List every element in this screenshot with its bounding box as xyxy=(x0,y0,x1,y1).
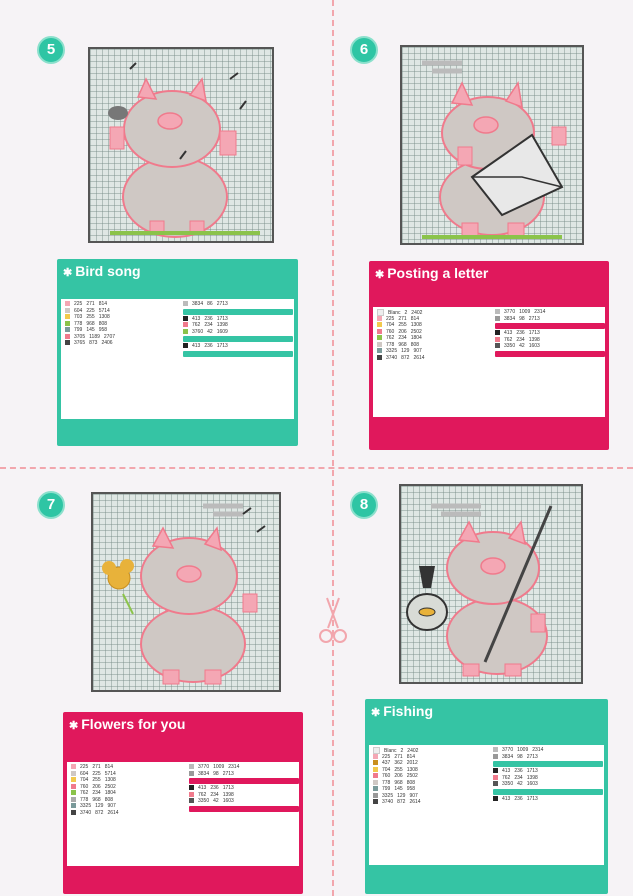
section-band xyxy=(493,789,603,795)
section-band xyxy=(493,761,603,767)
section-band xyxy=(495,351,605,357)
thread-row: 704 255 1308 xyxy=(377,322,429,329)
symbol-swatch xyxy=(65,321,70,326)
symbol-swatch xyxy=(493,781,498,786)
symbol-swatch xyxy=(189,792,194,797)
symbol-swatch xyxy=(71,797,76,802)
pig-pattern xyxy=(401,486,581,682)
symbol-swatch xyxy=(71,764,76,769)
thread-row: Blanc 2 2402 xyxy=(373,747,425,754)
thread-row: 3834 98 2713 xyxy=(493,754,603,761)
thread-table xyxy=(369,745,604,865)
thread-row: 3740 872 2614 xyxy=(377,355,429,362)
symbol-swatch xyxy=(373,754,378,759)
cross-stitch-chart-bird-song xyxy=(88,47,274,243)
symbol-swatch xyxy=(495,316,500,321)
thread-key-panel xyxy=(63,712,303,894)
symbol-swatch xyxy=(189,785,194,790)
symbol-swatch xyxy=(377,322,382,327)
section-band xyxy=(183,309,293,315)
star-icon: ✱ xyxy=(371,707,381,719)
symbol-swatch xyxy=(493,754,498,759)
symbol-swatch xyxy=(65,308,70,313)
symbol-swatch xyxy=(377,342,382,347)
symbol-swatch xyxy=(65,314,70,319)
thread-row: 413 236 1713 xyxy=(189,785,299,792)
vertical-cut-line xyxy=(332,0,334,896)
thread-row: 604 225 5714 xyxy=(71,771,123,778)
symbol-swatch xyxy=(493,768,498,773)
thread-row: 413 236 1713 xyxy=(493,768,603,775)
symbol-swatch xyxy=(495,309,500,314)
project-number-badge: 5 xyxy=(37,36,65,64)
thread-row: 3740 872 2614 xyxy=(71,810,123,817)
section-band xyxy=(189,778,299,784)
thread-column-right xyxy=(493,747,603,802)
symbol-swatch xyxy=(71,810,76,815)
thread-row: 3325 129 907 xyxy=(71,803,123,810)
symbol-swatch xyxy=(495,330,500,335)
thread-row: 3770 1009 2314 xyxy=(189,764,299,771)
pig-pattern xyxy=(402,47,582,243)
thread-column-left xyxy=(373,747,425,806)
star-icon: ✱ xyxy=(63,267,73,279)
thread-row: 704 255 1308 xyxy=(71,777,123,784)
thread-row: 704 255 1308 xyxy=(373,767,425,774)
pig-pattern xyxy=(93,494,279,690)
thread-row: 762 234 1804 xyxy=(71,790,123,797)
thread-row: 413 236 1713 xyxy=(183,343,293,350)
thread-row: 413 236 1713 xyxy=(183,316,293,323)
cross-stitch-chart-posting-a-letter xyxy=(400,45,584,245)
thread-row: 413 236 1713 xyxy=(495,330,605,337)
star-icon: ✱ xyxy=(375,269,385,281)
title-text: Bird song xyxy=(75,263,141,279)
thread-row: 3325 129 907 xyxy=(373,793,425,800)
section-band xyxy=(183,351,293,357)
thread-row: 3834 98 2713 xyxy=(189,771,299,778)
thread-row: 225 271 814 xyxy=(65,301,119,308)
symbol-swatch xyxy=(183,343,188,348)
thread-row: 3834 98 2713 xyxy=(495,316,605,323)
symbol-swatch xyxy=(65,301,70,306)
symbol-swatch xyxy=(373,793,378,798)
thread-row: 225 271 814 xyxy=(373,754,425,761)
symbol-swatch xyxy=(373,760,378,765)
thread-row: 760 206 2502 xyxy=(71,784,123,791)
title-text: Flowers for you xyxy=(81,716,186,732)
symbol-swatch xyxy=(377,348,382,353)
symbol-swatch xyxy=(493,796,498,801)
symbol-swatch xyxy=(71,784,76,789)
thread-column-left xyxy=(65,301,119,347)
project-number-badge: 8 xyxy=(350,491,378,519)
thread-row: 778 968 808 xyxy=(377,342,429,349)
thread-row: 3350 42 1603 xyxy=(189,798,299,805)
symbol-swatch xyxy=(493,775,498,780)
symbol-swatch xyxy=(65,327,70,332)
symbol-swatch xyxy=(189,771,194,776)
symbol-swatch xyxy=(377,329,382,334)
thread-row: 3770 1009 2314 xyxy=(495,309,605,316)
cross-stitch-chart-fishing xyxy=(399,484,583,684)
thread-column-right xyxy=(189,764,299,813)
symbol-swatch xyxy=(183,301,188,306)
thread-row: 762 234 1398 xyxy=(189,792,299,799)
thread-key-panel xyxy=(57,259,298,446)
section-band xyxy=(183,336,293,342)
thread-row: 604 225 5714 xyxy=(65,308,119,315)
thread-table xyxy=(373,307,605,417)
thread-column-left xyxy=(377,309,429,361)
symbol-swatch xyxy=(189,798,194,803)
title-text: Fishing xyxy=(383,703,433,719)
symbol-swatch xyxy=(71,777,76,782)
thread-row: 778 968 808 xyxy=(71,797,123,804)
horizontal-cut-line xyxy=(0,467,633,469)
symbol-swatch xyxy=(183,322,188,327)
thread-row: 3834 86 2713 xyxy=(183,301,293,308)
thread-row: 762 234 1398 xyxy=(183,322,293,329)
thread-row: 760 206 2502 xyxy=(373,773,425,780)
symbol-swatch xyxy=(65,340,70,345)
thread-row: 437 362 2012 xyxy=(373,760,425,767)
symbol-swatch xyxy=(71,771,76,776)
thread-row: 3350 42 1603 xyxy=(495,343,605,350)
thread-column-right xyxy=(495,309,605,358)
section-band xyxy=(189,806,299,812)
symbol-swatch xyxy=(377,355,382,360)
symbol-swatch xyxy=(373,773,378,778)
thread-row: 225 271 814 xyxy=(377,316,429,323)
symbol-swatch xyxy=(71,790,76,795)
thread-column-left xyxy=(71,764,123,816)
thread-column-right xyxy=(183,301,293,358)
symbol-swatch xyxy=(495,343,500,348)
symbol-swatch xyxy=(373,799,378,804)
project-title xyxy=(365,699,608,721)
thread-row: 703 255 1308 xyxy=(65,314,119,321)
thread-row: 778 968 808 xyxy=(373,780,425,787)
symbol-swatch xyxy=(183,329,188,334)
thread-row: 3760 42 1609 xyxy=(183,329,293,336)
symbol-swatch xyxy=(495,337,500,342)
thread-row: 3765 873 2406 xyxy=(65,340,119,347)
thread-row: 760 206 2502 xyxy=(377,329,429,336)
thread-table xyxy=(61,299,294,419)
symbol-swatch xyxy=(373,780,378,785)
thread-row: 3740 872 2614 xyxy=(373,799,425,806)
scissors-icon xyxy=(318,596,348,650)
project-title xyxy=(369,261,609,283)
pig-pattern xyxy=(90,49,272,241)
project-number-badge: 6 xyxy=(350,36,378,64)
project-title xyxy=(57,259,298,281)
symbol-swatch xyxy=(65,334,70,339)
thread-row: 413 236 1713 xyxy=(493,796,603,803)
thread-row: 799 145 958 xyxy=(65,327,119,334)
thread-row: 3350 42 1603 xyxy=(493,781,603,788)
symbol-swatch xyxy=(493,747,498,752)
thread-row: 762 234 1804 xyxy=(377,335,429,342)
symbol-swatch xyxy=(377,316,382,321)
thread-key-panel xyxy=(369,261,609,450)
symbol-swatch xyxy=(71,803,76,808)
section-band xyxy=(495,323,605,329)
project-number-badge: 7 xyxy=(37,491,65,519)
symbol-swatch xyxy=(373,786,378,791)
thread-key-panel xyxy=(365,699,608,894)
symbol-swatch xyxy=(373,767,378,772)
thread-row: 778 968 808 xyxy=(65,321,119,328)
thread-table xyxy=(67,762,299,866)
symbol-swatch xyxy=(183,316,188,321)
star-icon: ✱ xyxy=(69,720,79,732)
symbol-swatch xyxy=(189,764,194,769)
project-title xyxy=(63,712,303,734)
thread-row: 799 145 958 xyxy=(373,786,425,793)
thread-row: 3325 129 907 xyxy=(377,348,429,355)
thread-row: 225 271 814 xyxy=(71,764,123,771)
thread-row: Blanc 2 2402 xyxy=(377,309,429,316)
symbol-swatch xyxy=(377,335,382,340)
thread-row: 762 234 1398 xyxy=(493,775,603,782)
title-text: Posting a letter xyxy=(387,265,489,281)
thread-row: 3770 1009 2314 xyxy=(493,747,603,754)
cross-stitch-chart-flowers-for-you xyxy=(91,492,281,692)
thread-row: 3705 1189 2707 xyxy=(65,334,119,341)
thread-row: 762 234 1398 xyxy=(495,337,605,344)
